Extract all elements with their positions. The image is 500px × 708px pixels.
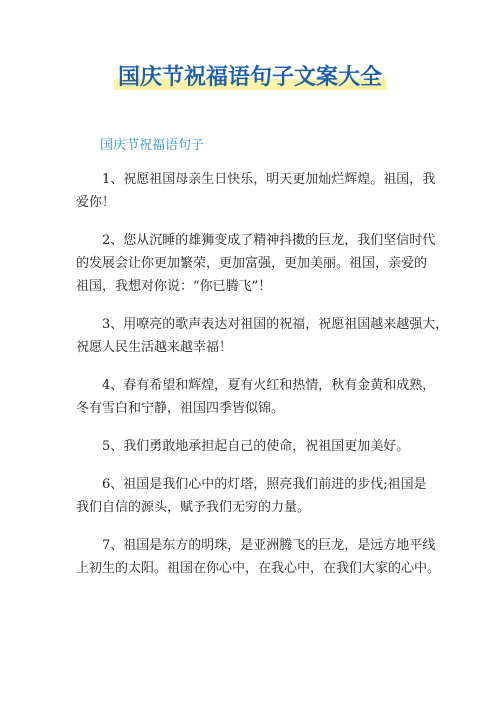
paragraph-line: 5、我们勇敢地承担起自己的使命，祝祖国更加美好。 [102, 439, 410, 454]
page-title [114, 62, 386, 94]
paragraph-line: 4、春有希望和辉煌，夏有火红和热情，秋有金黄和成熟， [102, 378, 436, 393]
paragraph-line: 祝愿人民生活越来越幸福！ [76, 340, 233, 355]
document-body [76, 168, 449, 595]
section-heading: 国庆节祝福语句子 [100, 138, 205, 153]
paragraph [76, 374, 436, 420]
paragraph-line: 3、用嘹亮的歌声表达对祖国的祝福，祝愿祖国越来越强大， [102, 317, 449, 332]
paragraph [76, 168, 436, 214]
title-container [0, 62, 500, 94]
paragraph-line: 祖国，我想对你说：“你已腾飞”！ [76, 279, 272, 294]
paragraph-line: 我们自信的源头，赋予我们无穷的力量。 [76, 500, 311, 515]
paragraph-line: 2、您从沉睡的雄狮变成了精神抖擞的巨龙，我们坚信时代 [102, 233, 436, 248]
paragraph [76, 473, 426, 519]
paragraph [76, 435, 426, 458]
paragraph-line: 1、祝愿祖国母亲生日快乐，明天更加灿烂辉煌。祖国，我 [102, 172, 436, 187]
paragraph-line: 6、祖国是我们心中的灯塔，照亮我们前进的步伐;祖国是 [102, 477, 427, 492]
paragraph [76, 534, 441, 580]
paragraph-line: 上初生的太阳。祖国在你心中，在我心中，在我们大家的心中。 [76, 561, 441, 576]
paragraph-line: 爱你！ [76, 195, 116, 210]
paragraph [76, 313, 449, 359]
paragraph-line: 的发展会让你更加繁荣，更加富强，更加美丽。祖国，亲爱的 [76, 256, 428, 271]
paragraph-line: 7、祖国是东方的明珠，是亚洲腾飞的巨龙，是远方地平线 [102, 538, 436, 553]
paragraph-line: 冬有雪白和宁静，祖国四季皆似锦。 [76, 401, 285, 416]
paragraph [76, 229, 436, 298]
page-title-text: 国庆节祝福语句子文案大全 [117, 65, 382, 90]
